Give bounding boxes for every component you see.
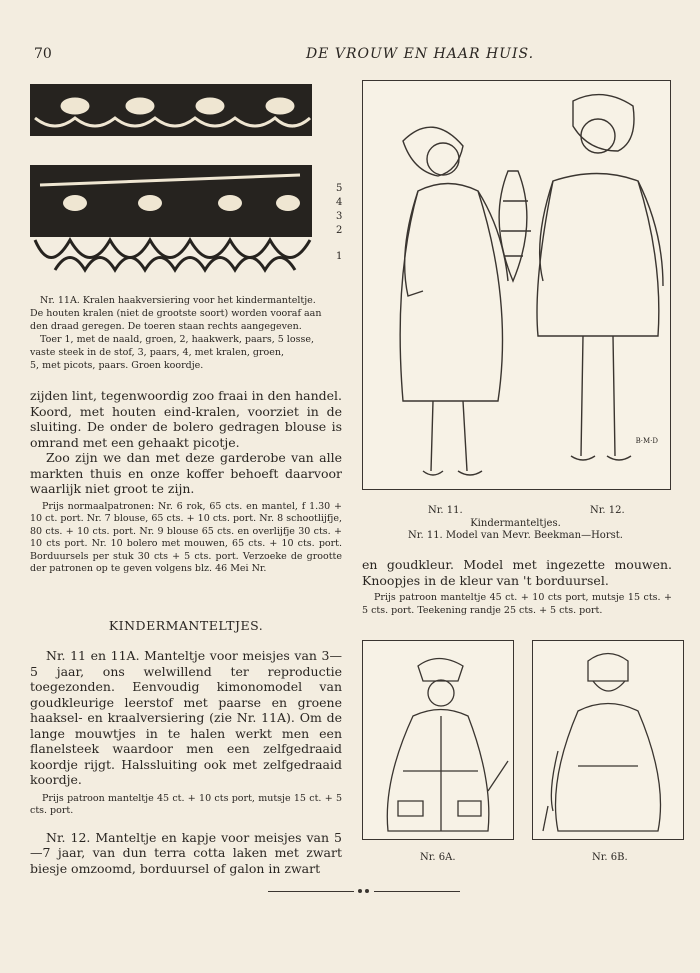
coat-figure-6b [532,640,684,840]
row-number: 2 [336,225,343,236]
lace-strip-bottom [30,165,312,287]
caption-line: 5, met picots, paars. Groen koordje. [30,360,204,371]
lace-caption [30,294,342,372]
children-illustration [362,80,671,490]
coat-figure-6a [362,640,514,840]
running-head: DE VROUW EN HAAR HUIS. [305,46,535,62]
row-number: 4 [336,197,343,208]
footer-dot [358,889,362,893]
label-nr12: Nr. 12. [590,505,625,516]
section-title: KINDERMANTELTJES. [108,618,264,633]
left-column-top [30,388,342,576]
label-nr6b: Nr. 6B. [592,852,628,863]
footer-rule-right [374,891,460,892]
row-number: 1 [336,251,343,262]
footer-rule-left [268,891,354,892]
figure-caption-title: Kindermanteltjes. [470,518,561,529]
caption-line: De houten kralen (niet de grootste soort) worden vooraf aan [30,308,322,319]
body-paragraph: zijden lint, tegenwoordig zoo fraai in den handel. Koord, met houten eind-kralen, voorziet in de sluiting. De onder de bolero gedragen blouse is omrand met een gehaakt picotje. [30,388,342,450]
caption-line: den draad geregen. De toeren staan rechts aangegeven. [30,321,302,332]
coat-drawing-6a [363,641,513,839]
page-number: 70 [34,46,52,62]
lace-pattern-top [30,84,312,136]
left-column-bottom [30,648,342,876]
price-note: Prijs normaalpatronen: Nr. 6 rok, 65 cts. en mantel, f 1.30 + 10 ct. port. Nr. 7 blouse, 65 cts. + 10 cts. port. Nr. 8 schootlijfje, 80 cts. + 10 cts. port. Nr. 9 blouse 65 cts. en overlijfje 30 cts. + 10 cts port. Nr. 10 bolero met mouwen, 65 cts. + 10 cts. port. Borduursels per stuk 30 cts + 5 cts. port. Verzoeke de grootte der patronen op te geven volgens blz. 46 Mei Nr. [30,500,342,574]
footer-dot [365,889,369,893]
body-paragraph: Nr. 12. Manteltje en kapje voor meisjes van 5—7 jaar, van dun terra cotta laken met zwart biesje omzoomd, borduursel of galon in zwart [30,829,342,876]
children-drawing [363,81,670,489]
price-note: Prijs patroon manteltje 45 ct. + 10 cts port, mutsje 15 ct. + 5 cts. port. [30,792,342,816]
row-number: 3 [336,211,343,222]
caption-line: Toer 1, met de naald, groen, 2, haakwerk, paars, 5 losse, [40,334,314,345]
row-numbers [336,182,348,264]
lace-pattern-bottom [30,165,312,287]
illustration-signature: B·M·D [635,437,658,445]
right-column-text [362,557,672,617]
lace-strip-top [30,84,312,136]
figure-caption-credit: Nr. 11. Model van Mevr. Beekman—Horst. [408,530,623,541]
body-paragraph: en goudkleur. Model met ingezette mouwen. Knoopjes in de kleur van 't borduursel. [362,557,672,588]
label-nr11: Nr. 11. [428,505,463,516]
coat-drawing-6b [533,641,683,839]
body-paragraph: Zoo zijn we dan met deze garderobe van alle markten thuis en onze koffer behoeft daarvoor waarlijk niet groot te zijn. [30,450,342,496]
caption-line: vaste steek in de stof, 3, paars, 4, met kralen, groen, [30,347,284,358]
label-nr6a: Nr. 6A. [420,852,456,863]
price-note: Prijs patroon manteltje 45 ct. + 10 cts port, mutsje 15 cts. + 5 cts. port. Teekening randje 25 cts. + 5 cts. port. [362,592,672,616]
caption-line: Nr. 11A. Kralen haakversiering voor het kindermanteltje. [40,295,316,306]
row-number: 5 [336,183,343,194]
body-paragraph: Nr. 11 en 11A. Manteltje voor meisjes van 3—5 jaar, ons welwillend ter reproductie toegezonden. Eenvoudig kimonomodel van goudkleurige leerstof met paarse en groene haaksel- en kraalversiering (zie Nr. 11A). Om de lange mouwtjes in te halen werkt men een flanelsteek waardoor men een zelfgedraaid koordje rijgt. Halssluiting ook met zelfgedraaid koordje. [30,648,342,787]
